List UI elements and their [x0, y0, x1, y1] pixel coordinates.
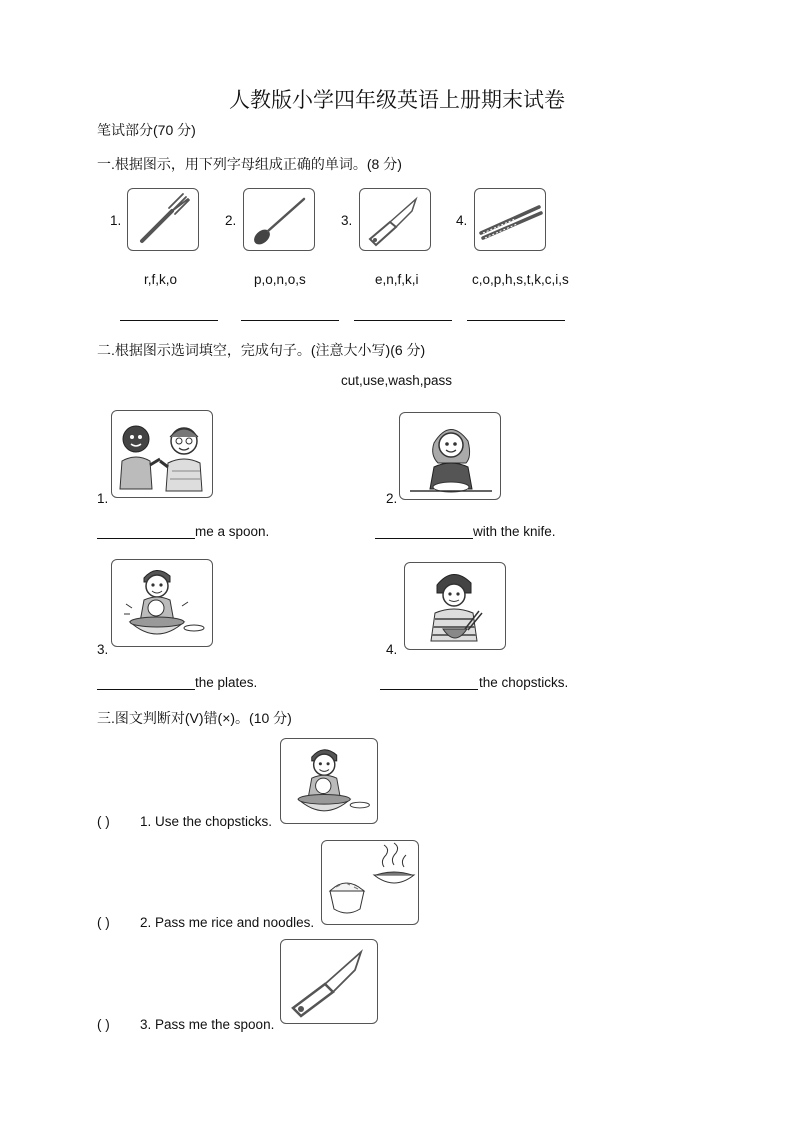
section2-heading: 二.根据图示选词填空，完成句子。(注意大小写)(6 分): [97, 342, 426, 358]
written-part-label: 笔试部分(70 分): [97, 122, 196, 138]
knife-icon: [359, 188, 431, 251]
fork-icon: [127, 188, 199, 251]
sentence: me a spoon.: [195, 524, 270, 539]
item-number: 1.: [97, 491, 109, 506]
item-number: 3.: [341, 213, 353, 228]
word-bank: cut,use,wash,pass: [341, 373, 453, 388]
sentence: the chopsticks.: [479, 675, 569, 690]
knife-picture: [280, 939, 378, 1024]
statement: 2. Pass me rice and noodles.: [140, 915, 315, 930]
answer-blank[interactable]: [241, 320, 339, 321]
answer-blank[interactable]: [380, 689, 478, 690]
answer-blank[interactable]: [375, 538, 473, 539]
answer-blank[interactable]: [467, 320, 565, 321]
sentence: the plates.: [195, 675, 258, 690]
answer-blank[interactable]: [97, 689, 195, 690]
item-number: 1.: [110, 213, 122, 228]
boy-washing-plates-picture: [111, 559, 213, 647]
statement: 3. Pass me the spoon.: [140, 1017, 275, 1032]
letters: e,n,f,k,i: [375, 272, 419, 287]
item-number: 2.: [386, 491, 398, 506]
letters: p,o,n,o,s: [254, 272, 306, 287]
girl-eating-picture: [399, 412, 501, 500]
boy-washing-plates-picture: [280, 738, 378, 824]
page-title: 人教版小学四年级英语上册期末试卷: [229, 88, 565, 112]
two-boys-picture: [111, 410, 213, 498]
item-number: 3.: [97, 642, 109, 657]
answer-paren[interactable]: ( ): [97, 814, 110, 829]
letters: c,o,p,h,s,t,k,c,i,s: [472, 272, 569, 287]
answer-blank[interactable]: [120, 320, 218, 321]
section3-heading: 三.图文判断对(V)错(×)。(10 分): [97, 710, 292, 726]
letters: r,f,k,o: [144, 272, 178, 287]
item-number: 4.: [456, 213, 468, 228]
chopsticks-icon: [474, 188, 546, 251]
item-number: 4.: [386, 642, 398, 657]
item-number: 2.: [225, 213, 237, 228]
spoon-icon: [243, 188, 315, 251]
answer-paren[interactable]: ( ): [97, 915, 110, 930]
answer-blank[interactable]: [354, 320, 452, 321]
answer-paren[interactable]: ( ): [97, 1017, 110, 1032]
section1-heading: 一.根据图示，用下列字母组成正确的单词。(8 分): [97, 156, 402, 172]
answer-blank[interactable]: [97, 538, 195, 539]
sentence: with the knife.: [473, 524, 556, 539]
rice-and-noodles-picture: [321, 840, 419, 925]
boy-chopsticks-picture: [404, 562, 506, 650]
statement: 1. Use the chopsticks.: [140, 814, 273, 829]
